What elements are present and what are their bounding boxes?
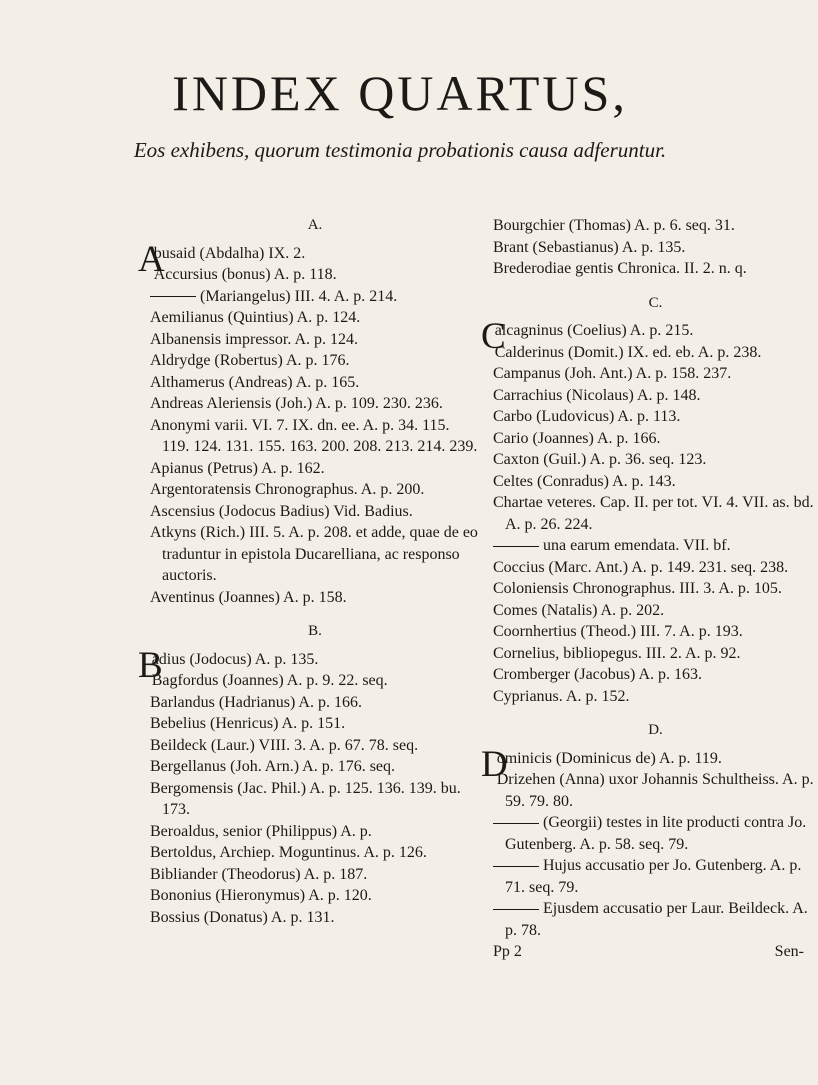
index-entry [493, 578, 818, 600]
index-entry [150, 778, 480, 821]
entry-text: Campanus (Joh. Ant.) A. p. 158. 237. [493, 365, 732, 382]
index-entry [150, 821, 480, 843]
entry-text: Brederodiae gentis Chronica. II. 2. n. q. [493, 260, 747, 277]
drop-initial: C [481, 316, 506, 357]
entry-text: Celtes (Conradus) A. p. 143. [493, 472, 676, 490]
entry-text: Cromberger (Jacobus) A. p. 163. [493, 666, 702, 683]
section-letter: B. [308, 623, 322, 639]
left-column [138, 215, 480, 928]
entry-text: Beroaldus, senior (Philippus) A. p. [150, 822, 372, 840]
entry-text: Drizehen (Anna) uxor Johannis Schultheiss. A. p. 59. 79. 80. [496, 771, 814, 810]
right-column [481, 215, 818, 963]
entry-text: Bagfordus (Joannes) A. p. 9. 22. seq. [151, 672, 388, 689]
index-entry [493, 664, 818, 686]
entry-text: una earum emendata. VII. bf. [543, 537, 731, 554]
index-entry [150, 842, 480, 864]
index-entry [493, 812, 818, 855]
entry-text: adius (Jodocus) A. p. 135. [151, 650, 319, 668]
index-section [481, 280, 818, 708]
index-entry [493, 406, 818, 428]
section-letter: D. [648, 722, 663, 738]
entry-text: Ascensius (Jodocus Badius) Vid. Badius. [150, 502, 413, 520]
section-letter: A. [307, 217, 323, 233]
index-entry [150, 307, 480, 329]
entry-text: Bergellanus (Joh. Arn.) A. p. 176. seq. [150, 758, 396, 775]
index-entry [493, 471, 818, 493]
index-entry [493, 898, 818, 941]
ditto-dash [493, 823, 539, 824]
index-entry [150, 393, 480, 415]
index-entry [493, 686, 818, 708]
index-entry [493, 535, 818, 557]
index-entry [493, 428, 818, 450]
index-entry [481, 743, 818, 785]
entry-text: Bebelius (Henricus) A. p. 151. [150, 715, 346, 732]
index-entry [150, 713, 480, 735]
index-entry [150, 587, 480, 609]
index-entry [493, 258, 818, 280]
entry-text: Bibliander (Theodorus) A. p. 187. [150, 865, 368, 883]
index-entry [493, 600, 818, 622]
entry-text: Coloniensis Chronographus. III. 3. A. p. 105. [493, 580, 782, 597]
entry-text: Carbo (Ludovicus) A. p. 113. [493, 408, 681, 425]
entry-text: Anonymi varii. VI. 7. IX. dn. ee. A. p. 34. 115. 119. 124. 131. 155. 163. 200. 208. 213. 214. 239. [150, 416, 478, 455]
entry-text: Bourgchier (Thomas) A. p. 6. seq. 31. [493, 217, 735, 234]
index-entry [150, 756, 480, 778]
index-entry [493, 769, 818, 812]
index-entry [493, 342, 818, 364]
index-entry [493, 449, 818, 471]
entry-text: (Mariangelus) III. 4. A. p. 214. [200, 287, 398, 305]
entry-text: Aventinus (Joannes) A. p. 158. [150, 588, 347, 606]
entry-text: Bergomensis (Jac. Phil.) A. p. 125. 136. 139. bu. 173. [150, 779, 461, 818]
entry-text: alcagninus (Coelius) A. p. 215. [494, 322, 694, 339]
index-entry [150, 735, 480, 757]
index-entry [493, 557, 818, 579]
entry-text: Caxton (Guil.) A. p. 36. seq. 123. [493, 451, 707, 468]
entry-text: Cario (Joannes) A. p. 166. [493, 429, 661, 447]
index-entry [493, 855, 818, 898]
index-entry [493, 363, 818, 385]
entry-text: Albanensis impressor. A. p. 124. [150, 330, 358, 348]
index-entry [493, 237, 818, 259]
entry-text: Coccius (Marc. Ant.) A. p. 149. 231. seq. 238. [493, 558, 789, 576]
entry-text: Atkyns (Rich.) III. 5. A. p. 208. et adde, quae de eo traduntur in epistola Ducarelliana, ac responso auctoris. [150, 524, 478, 584]
page-subtitle: Eos exhibens, quorum testimonia probationis causa adferuntur. [133, 138, 667, 162]
entry-text: Argentoratensis Chronographus. A. p. 200. [150, 481, 425, 498]
index-entry [150, 350, 480, 372]
index-entry [150, 458, 480, 480]
index-entry [150, 670, 480, 692]
page-footer [493, 941, 818, 963]
index-entry [150, 501, 480, 523]
index-entry [150, 415, 480, 458]
entry-text: Cornelius, bibliopegus. III. 2. A. p. 92. [493, 644, 741, 662]
entry-text: Chartae veteres. Cap. II. per tot. VI. 4. VII. as. bd. A. p. 26. 224. [493, 494, 814, 533]
index-section [138, 608, 480, 928]
signature-mark: Pp 2 [493, 943, 522, 960]
index-entry [150, 864, 480, 886]
index-entry [150, 907, 480, 929]
entry-text: Carrachius (Nicolaus) A. p. 148. [493, 386, 701, 404]
entry-text: Barlandus (Hadrianus) A. p. 166. [150, 693, 362, 711]
ditto-dash [493, 909, 539, 910]
ditto-dash [150, 296, 196, 297]
index-entry [150, 692, 480, 714]
entry-text: ominicis (Dominicus de) A. p. 119. [496, 749, 722, 767]
catchword: Sen- [774, 943, 804, 960]
entry-text: Apianus (Petrus) A. p. 162. [150, 459, 325, 477]
entry-text: Ejusdem accusatio per Laur. Beildeck. A. p. 78. [505, 900, 808, 939]
index-section [138, 215, 480, 608]
entry-text: Comes (Natalis) A. p. 202. [493, 601, 665, 619]
entry-text: Andreas Aleriensis (Joh.) A. p. 109. 230. 236. [150, 395, 443, 412]
index-entry [493, 621, 818, 643]
index-entry [150, 264, 480, 286]
ditto-dash [493, 546, 539, 547]
entry-text: Bononius (Hieronymus) A. p. 120. [150, 887, 372, 904]
drop-initial: B [138, 644, 163, 686]
entry-text: Aemilianus (Quintius) A. p. 124. [150, 309, 361, 326]
drop-initial: A [138, 238, 165, 280]
ditto-dash [493, 866, 539, 867]
index-entry [150, 885, 480, 907]
entry-text: Bossius (Donatus) A. p. 131. [150, 908, 335, 926]
entry-text: Calderinus (Domit.) IX. ed. eb. A. p. 238. [494, 343, 762, 361]
index-section [493, 215, 818, 280]
index-entry [150, 522, 480, 587]
entry-text: busaid (Abdalha) IX. 2. [153, 244, 306, 262]
index-entry [493, 215, 818, 237]
entry-text: Bertoldus, Archiep. Moguntinus. A. p. 126. [150, 844, 427, 861]
entry-text: Cyprianus. A. p. 152. [493, 687, 630, 705]
entry-text: Aldrydge (Robertus) A. p. 176. [150, 352, 350, 369]
entry-text: Beildeck (Laur.) VIII. 3. A. p. 67. 78. seq. [150, 736, 419, 754]
entry-text: Accursius (bonus) A. p. 118. [153, 266, 337, 283]
index-entry [493, 385, 818, 407]
index-entry [493, 492, 818, 535]
index-entry [493, 643, 818, 665]
index-entry [150, 479, 480, 501]
index-entry [150, 372, 480, 394]
entry-text: Hujus accusatio per Jo. Gutenberg. A. p. 71. seq. 79. [505, 857, 802, 896]
entry-text: (Georgii) testes in lite producti contra Jo. Gutenberg. A. p. 58. seq. 79. [505, 814, 807, 853]
section-letter: C. [648, 294, 663, 311]
page-title: INDEX QUARTUS, [172, 65, 628, 121]
drop-initial: D [481, 743, 508, 785]
entry-text: Coornhertius (Theod.) III. 7. A. p. 193. [493, 623, 743, 640]
index-entry [150, 286, 480, 308]
entry-text: Brant (Sebastianus) A. p. 135. [493, 238, 686, 256]
index-section [481, 707, 818, 941]
entry-text: Althamerus (Andreas) A. p. 165. [150, 373, 360, 391]
index-entry [150, 329, 480, 351]
